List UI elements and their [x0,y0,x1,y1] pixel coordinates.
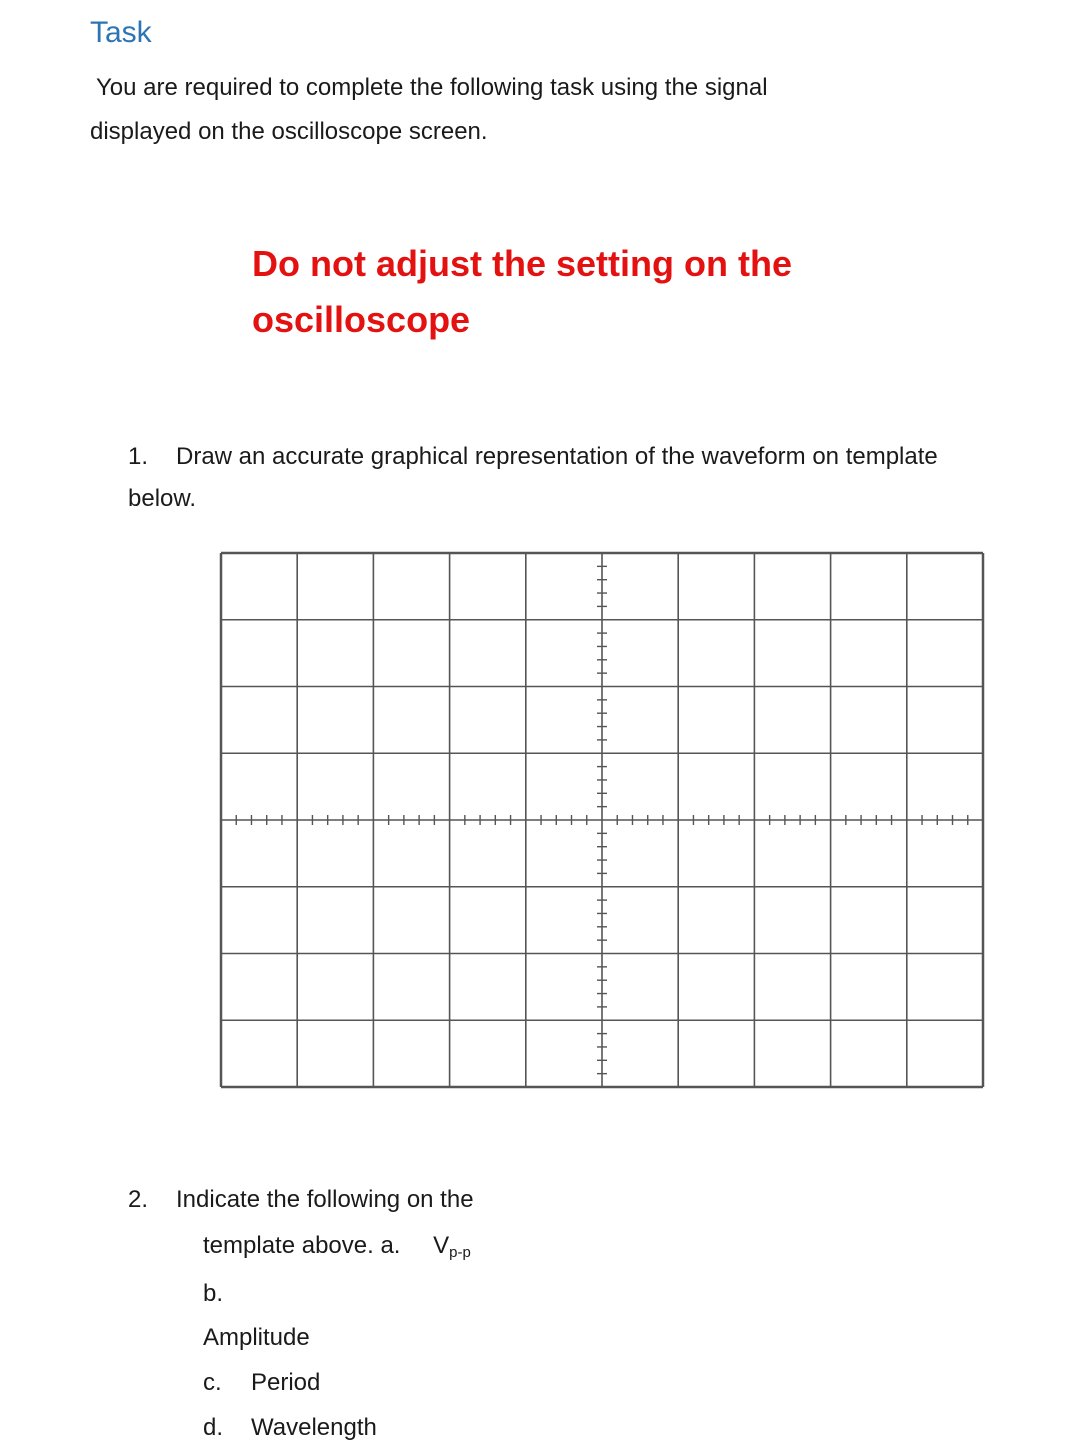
question-1 [128,436,1008,520]
item-a-label: $V_{p-p}$ [433,1232,471,1261]
question-1-text: Draw an accurate graphical representation of the waveform on template below. [128,443,938,512]
question-2-item-b [203,1280,223,1308]
question-1-number: 1. [128,443,149,470]
question-2-item-amplitude [203,1324,310,1352]
question-2-text: Indicate the following on the [176,1186,474,1213]
intro-line-1: You are required to complete the following task using the signal [96,74,768,101]
item-a-subscript: p-p [449,1244,471,1261]
item-a-marker: a. [380,1232,401,1259]
question-2-number: 2. [128,1186,149,1213]
question-2 [128,1186,474,1214]
item-c-label: Period [251,1369,321,1396]
warning-notice: Do not adjust the setting on the oscilloscope [252,243,792,340]
item-d-label: Wavelength [251,1414,377,1441]
question-2-item-c [203,1369,320,1397]
item-b-marker: b. [203,1280,224,1307]
oscilloscope-grid-template [218,550,986,1090]
item-c-marker: c. [203,1369,222,1396]
intro-line-2: displayed on the oscilloscope screen. [90,118,488,145]
intro-paragraph [90,66,990,154]
item-d-marker: d. [203,1414,224,1441]
item-amplitude-label: Amplitude [203,1324,310,1351]
question-2-continuation: template above. [203,1232,374,1259]
question-2-item-d [203,1414,377,1442]
section-heading: Task [90,16,152,49]
question-2-item-a [203,1232,471,1261]
